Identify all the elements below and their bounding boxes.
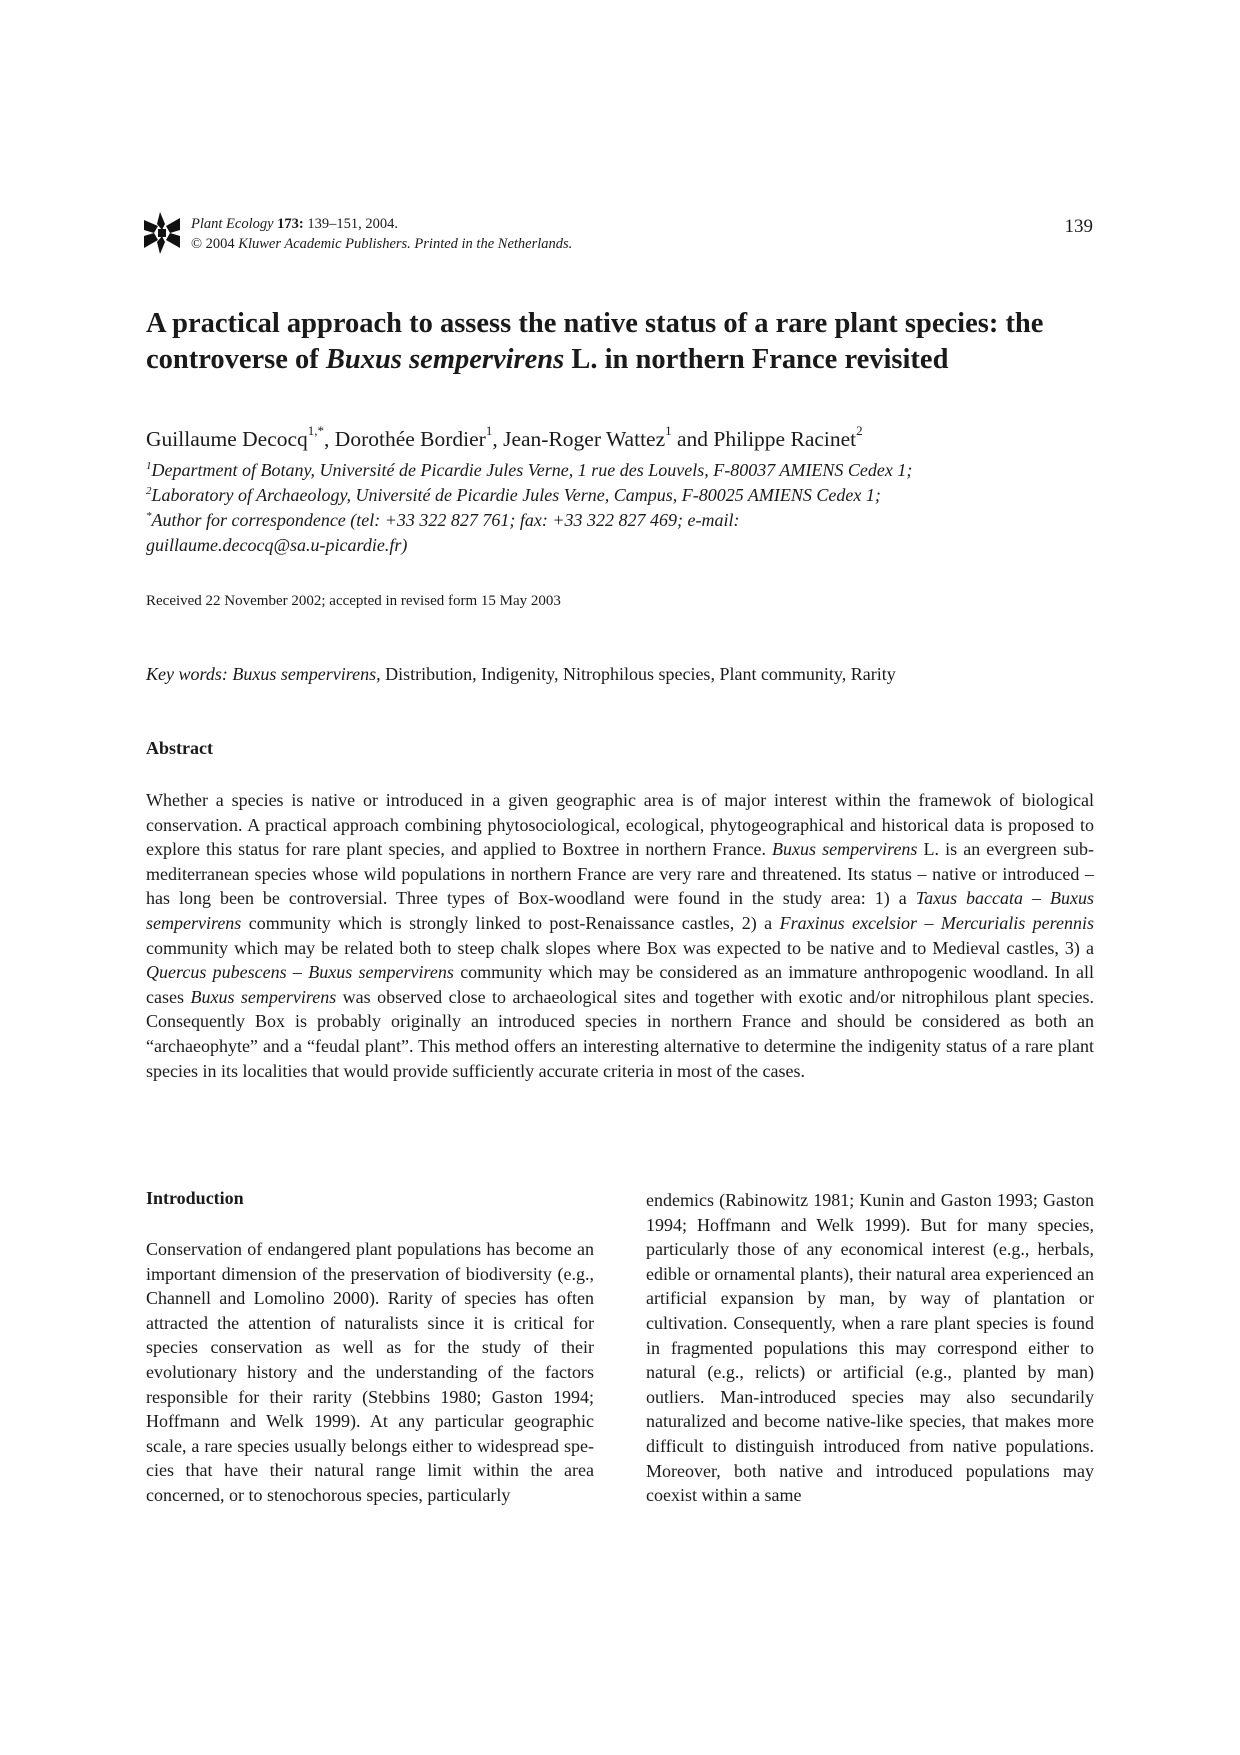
keywords [146, 664, 896, 685]
keywords-label: Key words: [146, 664, 228, 684]
author-affil-mark: 1,* [307, 422, 325, 438]
copyright: © 2004 [191, 236, 239, 252]
abstract-heading: Abstract [146, 738, 213, 758]
introduction-left-column: Conservation of endangered plant populations has become an important dimension of the preservation of biodiversity (e.g., Channell and Lomolino 2000). Rarity of species has often attracted the attention of naturalists since it is critical for species conservation as well as for the study of their evolutionary history and the understanding of the factors responsible for their rarity (Stebbins 1980; Gaston 1994; Hoffmann and Welk 1999). At any particular geographic scale, a rare species usually belongs either to widespread species that have their natural range limit within the area concerned, or to stenochorous species, particularly [146, 1239, 594, 1505]
author-name: , Jean-Roger Wattez [492, 427, 666, 451]
abstract-body: Whether a species is native or introduced in a given geographic area is of major interest within the framewok of biological conservation. A practical approach combining phytosociological, ecological, phytogeographical and historical data is proposed to explore this status for rare plant species, and applied to Boxtree in northern France. Buxus sempervirens L. is an evergreen sub-mediterranean species whose wild populations in northern France are very rare and threatened. Its status – native or introduced – has long been be controversial. Three types of Box-woodland were found in the study area: 1) a Taxus baccata – Buxus sempervirens community which is strongly linked to post-Renaissance castles, 2) a Fraxinus excelsior – Mercurialis perennis community which may be related both to steep chalk slopes where Box was expected to be native and to Medieval castles, 3) a Quercus pubescens – Buxus sempervirens community which may be considered as an immature anthropogenic woodland. In all cases Buxus sempervirens was observed close to archaeological sites and together with exotic and/or nitrophilous plant species. Consequently Box is probably originally an introduced species in northern France and should be considered as both an “archaeophyte” and a “feudal plant”. This method offers an interesting alternative to determine the indigenity status of a rare plant species in its localities that would provide sufficiently accurate criteria in most of the cases. [146, 790, 1094, 1081]
journal-info [191, 214, 572, 254]
introduction-right-column: endemics (Rabinowitz 1981; Kunin and Gaston 1993; Gaston 1994; Hoffmann and Welk 1999). But for many species, particularly those of any economical interest (e.g., herbals, edible or ornamental plants), their natural area experienced an artificial expansion by man, by way of plantation or cultivation. Consequently, when a rare plant species is found in fragmented populations this may correspond either to natural (e.g., relicts) or artificial (e.g., planted by man) outliers. Man-introduced species may also secundarily naturalized and become native-like species, that makes more difficult to distinguish introduced from native populations. Moreover, both native and introduced populations may coexist within a same [646, 1190, 1094, 1506]
author-affil-mark: 1 [665, 422, 672, 438]
author-name: , Dorothée Bordier [324, 427, 486, 451]
author-name: Guillaume Decocq [146, 427, 308, 451]
author-affil-mark: 1 [485, 422, 493, 438]
correspondence-email: guillaume.decocq@sa.u-picardie.fr) [146, 535, 408, 555]
affiliations [146, 458, 1106, 558]
page-number: 139 [1064, 216, 1093, 237]
journal-citation [191, 214, 572, 234]
title-part1: A practical approach to assess the native status of a rare plant species: the controverse of [146, 308, 1044, 375]
author-list [146, 422, 863, 453]
affiliation-2: $^2$Laboratory of Archaeology, Université de Picardie Jules Verne, Campus, F-80025 AMIENS Cedex 1; [146, 485, 881, 505]
publisher-logo-icon [144, 212, 180, 254]
journal-volume: 173: [277, 216, 304, 232]
introduction-heading: Introduction [146, 1188, 244, 1208]
affiliation-1: $^1$Department of Botany, Université de Picardie Jules Verne, 1 rue des Louvels, F-80037 AMIENS Cedex 1; [146, 460, 913, 480]
correspondence: *Author for correspondence (tel: +33 322 827 761; fax: +33 322 827 469; e-mail: [146, 510, 740, 530]
author-affil-mark: 2 [856, 422, 863, 438]
keywords-rest: , Distribution, Indigenity, Nitrophilous species, Plant community, Rarity [376, 664, 896, 684]
journal-name: Plant Ecology [191, 216, 274, 232]
author-name: and Philippe Racinet [671, 427, 857, 451]
title-part2: L. in northern France revisited [564, 344, 949, 375]
keywords-species: Buxus sempervirens [232, 664, 377, 684]
journal-pages-year: 139–151, 2004. [303, 216, 399, 232]
title-species: Buxus sempervirens [325, 344, 565, 375]
received-dates: Received 22 November 2002; accepted in revised form 15 May 2003 [146, 593, 561, 609]
publisher: Kluwer Academic Publishers. Printed in the Netherlands. [238, 236, 573, 252]
copyright-line [191, 234, 572, 254]
paper-title [146, 306, 1096, 378]
